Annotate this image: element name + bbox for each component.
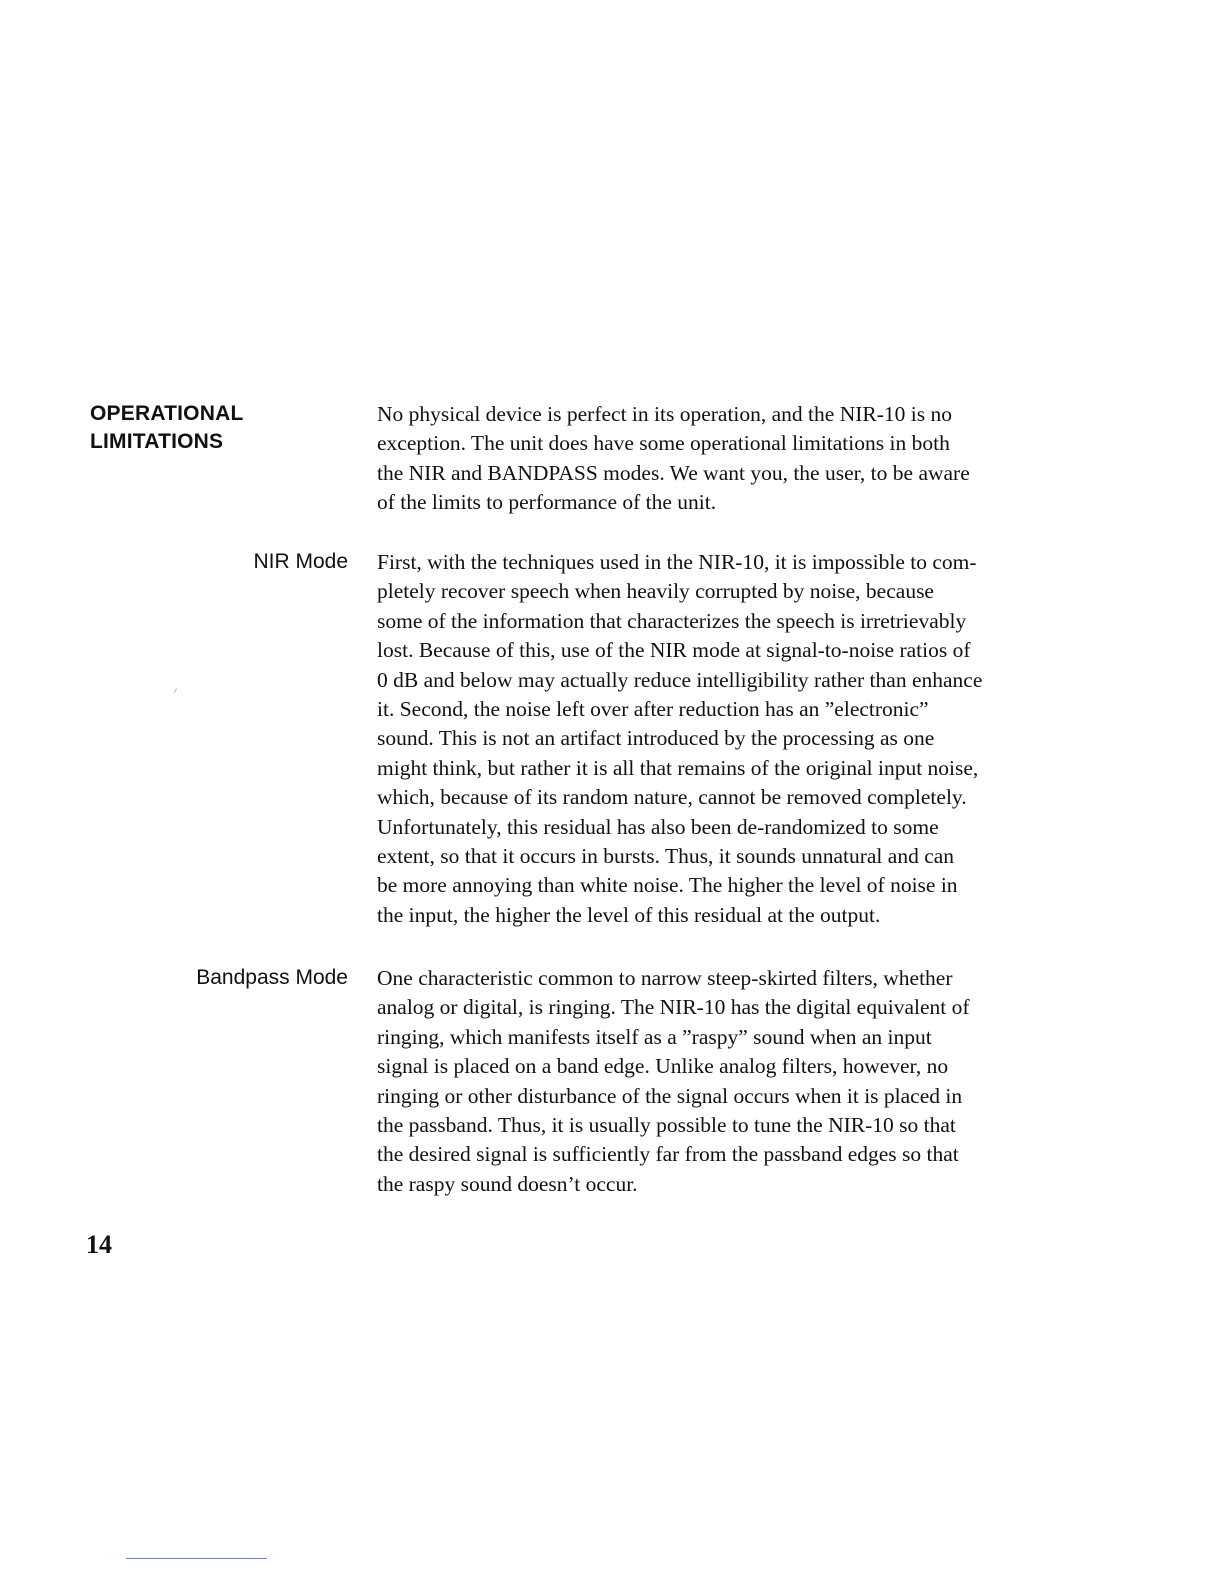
intro-paragraph [377, 400, 1077, 518]
nir-line: it. Second, the noise left over after reduction has an ”electronic” [377, 697, 929, 722]
bandpass-line: the desired signal is sufficiently far from the passband edges so that [377, 1142, 959, 1167]
bandpass-mode-label: Bandpass Mode [196, 966, 348, 989]
scan-speck [174, 688, 177, 693]
nir-line: Unfortunately, this residual has also been de-randomized to some [377, 814, 939, 839]
intro-line: of the limits to performance of the unit. [377, 490, 717, 515]
bandpass-line: ringing or other disturbance of the signal occurs when it is placed in [377, 1083, 963, 1108]
nir-line: be more annoying than white noise. The higher the level of noise in [377, 873, 958, 898]
intro-line: exception. The unit does have some operational limitations in both [377, 431, 950, 456]
bandpass-line: One characteristic common to narrow steep-skirted filters, whether [377, 966, 953, 990]
bandpass-line: the passband. Thus, it is usually possible to tune the NIR-10 so that [377, 1113, 956, 1138]
nir-line: 0 dB and below may actually reduce intelligibility rather than enhance [377, 667, 983, 692]
intro-line: No physical device is perfect in its operation, and the NIR-10 is no [377, 402, 952, 426]
heading-line-2: LIMITATIONS [90, 430, 224, 453]
nir-line: extent, so that it occurs in bursts. Thus, it sounds unnatural and can [377, 844, 955, 869]
bandpass-line: ringing, which manifests itself as a ”raspy” sound when an input [377, 1024, 932, 1049]
nir-line: pletely recover speech when heavily corrupted by noise, because [377, 579, 934, 604]
nir-line: First, with the techniques used in the NIR-10, it is impossible to com- [377, 550, 977, 574]
bandpass-mode-paragraph [377, 964, 1077, 1199]
section-heading [90, 400, 350, 456]
nir-line: which, because of its random nature, cannot be removed completely. [377, 785, 967, 810]
nir-line: some of the information that characterizes the speech is irretrievably [377, 608, 967, 633]
page-number: 14 [86, 1230, 112, 1259]
nir-mode-label: NIR Mode [253, 550, 348, 573]
nir-line: the input, the higher the level of this residual at the output. [377, 902, 881, 927]
footer-rule [126, 1558, 267, 1559]
bandpass-line: the raspy sound doesn’t occur. [377, 1171, 638, 1196]
bandpass-line: signal is placed on a band edge. Unlike analog filters, however, no [377, 1054, 949, 1079]
nir-line: might think, but rather it is all that remains of the original input noise, [377, 755, 979, 780]
nir-line: lost. Because of this, use of the NIR mode at signal-to-noise ratios of [377, 638, 971, 663]
nir-mode-paragraph [377, 548, 1077, 930]
intro-line: the NIR and BANDPASS modes. We want you, the user, to be aware [377, 460, 970, 485]
bandpass-line: analog or digital, is ringing. The NIR-10 has the digital equivalent of [377, 995, 970, 1020]
nir-line: sound. This is not an artifact introduced by the processing as one [377, 726, 935, 751]
heading-line-1: OPERATIONAL [90, 402, 244, 425]
